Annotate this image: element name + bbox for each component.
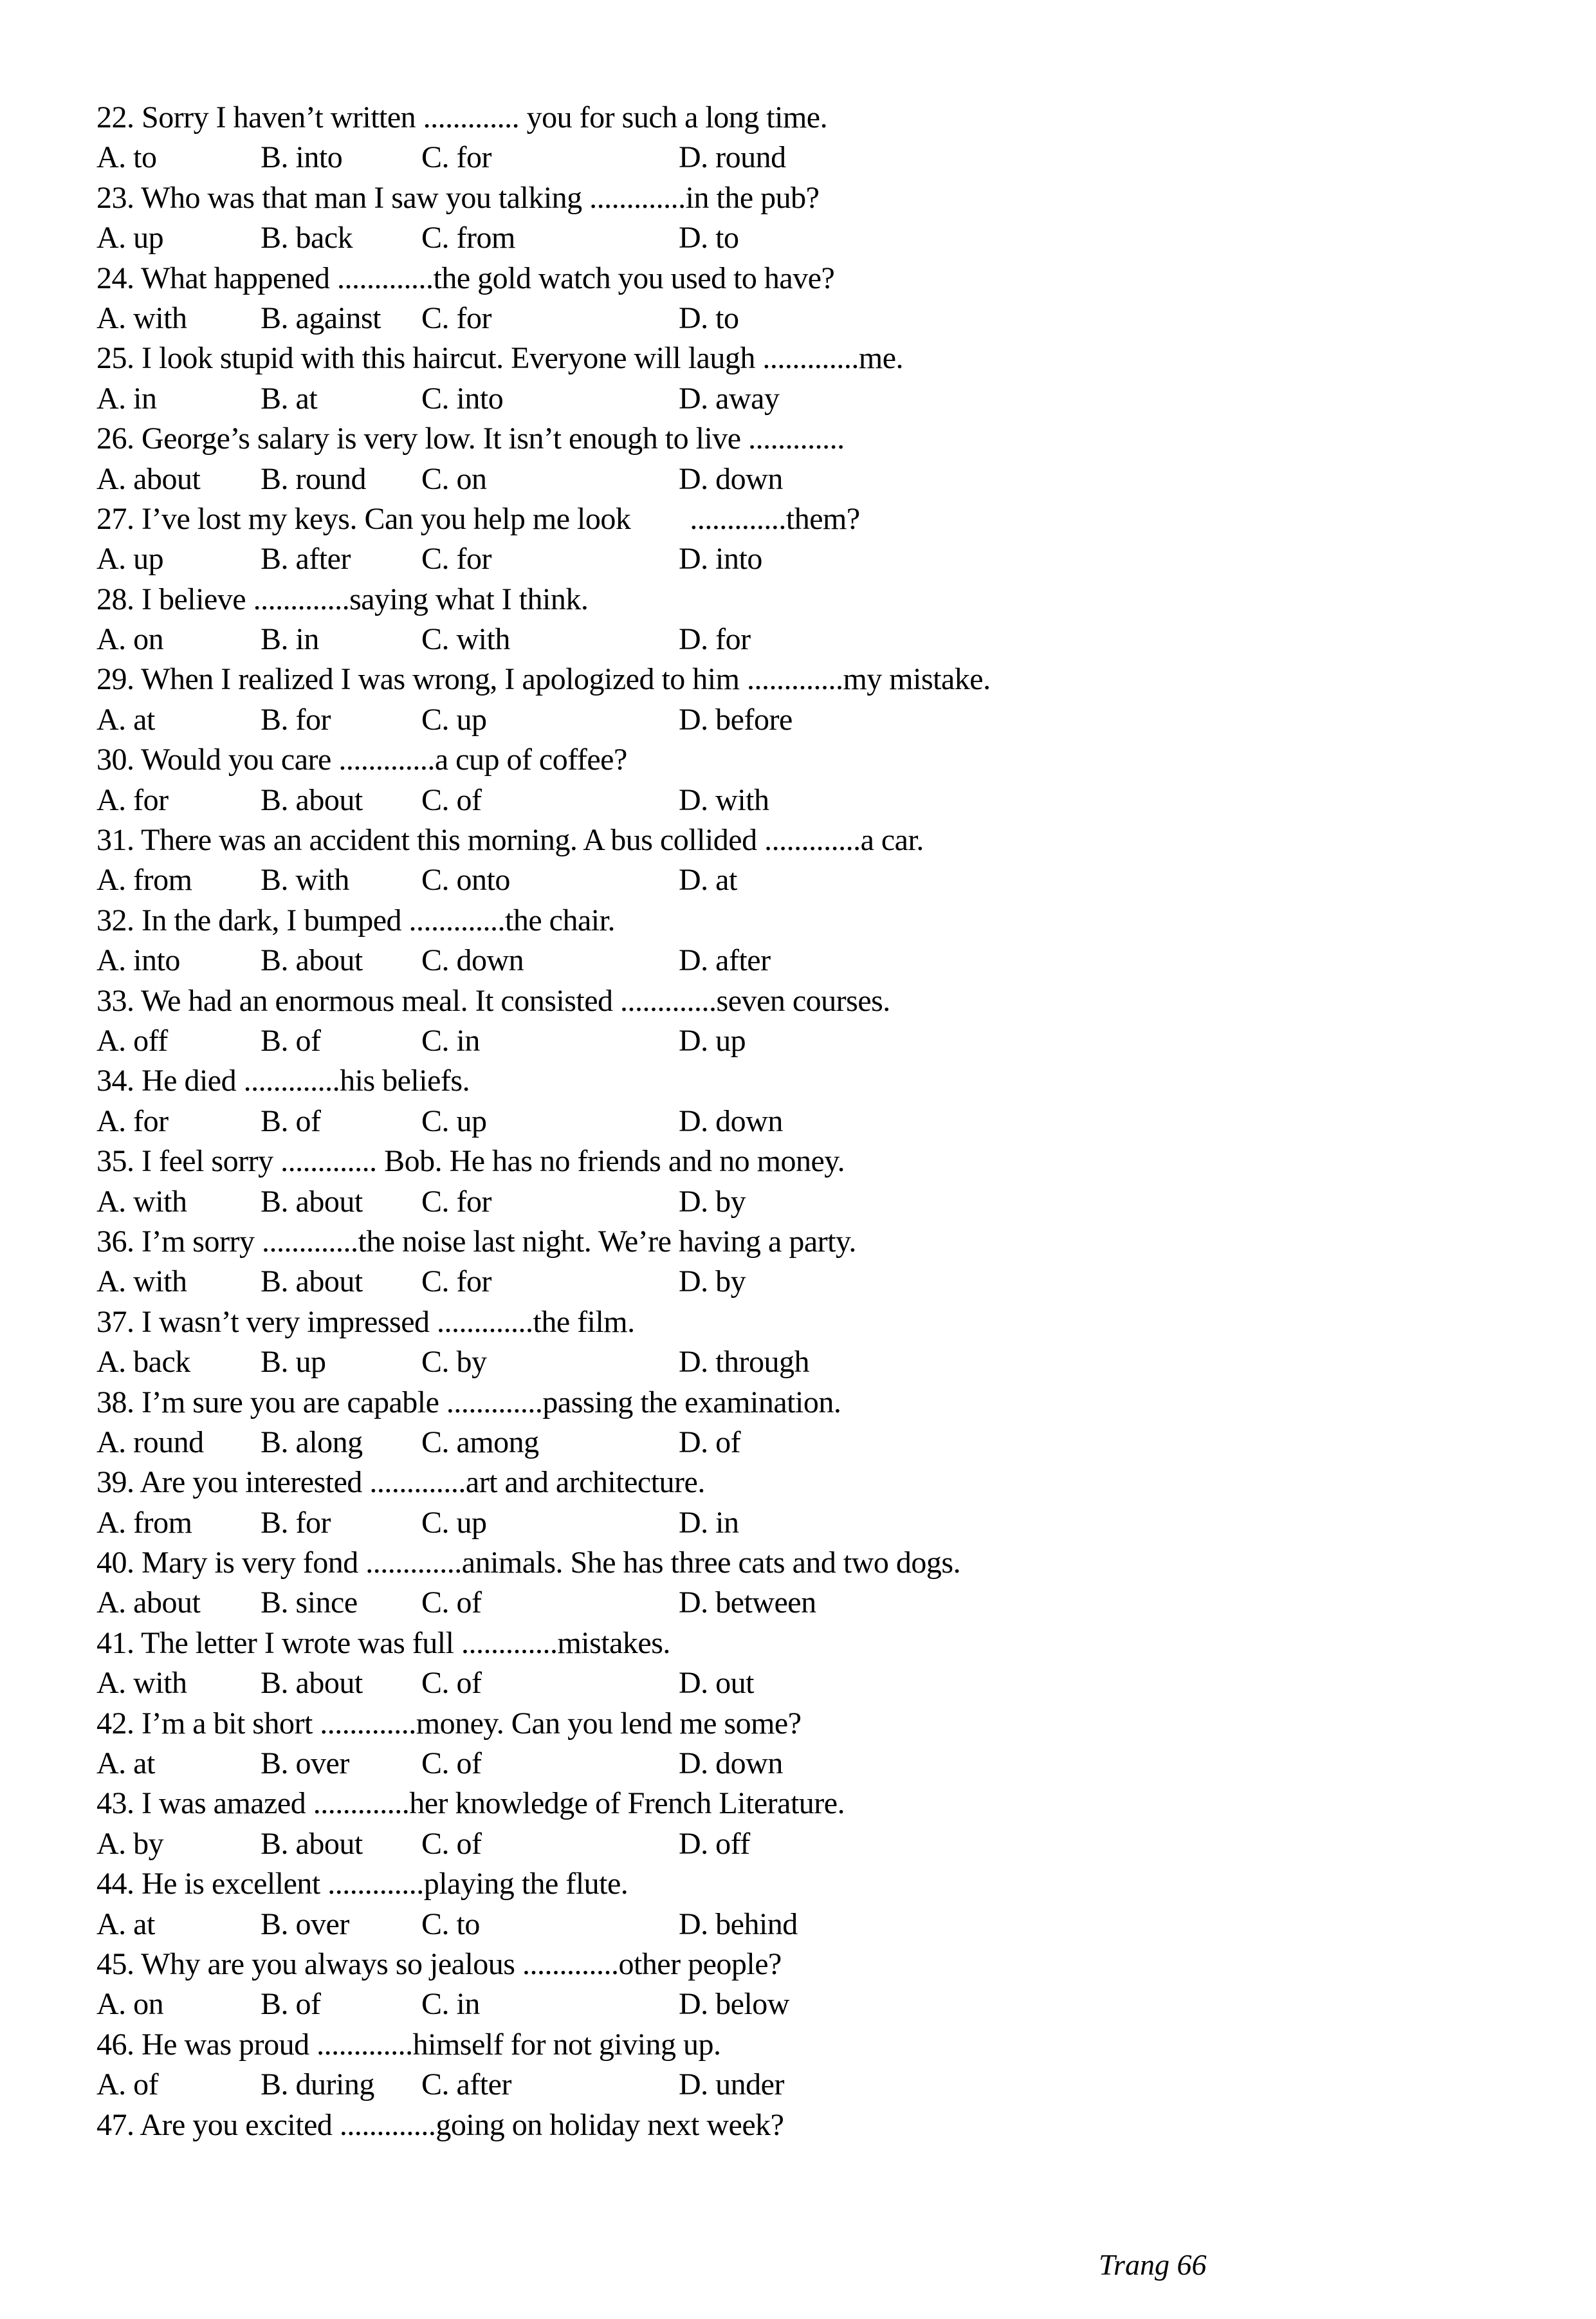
option-d: D. through [679,1345,809,1380]
option-b: B. about [261,1264,363,1299]
option-d: D. to [679,221,739,255]
option-a: A. with [96,1184,187,1219]
option-b: B. over [261,1907,349,1941]
option-a: A. in [96,381,157,416]
option-d: D. round [679,140,786,175]
option-a: A. on [96,1987,164,2022]
option-c: C. up [421,702,487,737]
option-a: A. to [96,140,157,175]
question-block [96,1704,1518,1784]
option-d: D. before [679,702,793,737]
answer-options-row [96,1021,1518,1061]
question-block [96,1383,1518,1463]
option-a: A. up [96,221,164,255]
answer-options-row [96,1102,1518,1141]
question-text: 22. Sorry I haven’t written ............. you for such a long time. [96,100,828,134]
question-text: 32. In the dark, I bumped .............the chair. [96,903,615,938]
question-text: 42. I’m a bit short .............money. Can you lend me some? [96,1706,802,1741]
answer-options-row [96,299,1518,338]
option-a: A. with [96,1666,187,1701]
question-text: 44. He is excellent .............playing the flute. [96,1867,628,1901]
option-c: C. up [421,1104,487,1138]
question-text: 30. Would you care .............a cup of coffee? [96,743,627,777]
option-d: D. down [679,1746,783,1781]
question-text: 43. I was amazed .............her knowledge of French Literature. [96,1786,845,1821]
option-c: C. onto [421,863,510,898]
answer-options-row [96,379,1518,419]
question-text: 39. Are you interested .............art and architecture. [96,1465,705,1500]
page-footer [1069,2211,1206,2319]
question-block [96,499,1518,580]
option-a: A. up [96,542,164,577]
option-b: B. of [261,1987,321,2022]
answer-options-row [96,860,1518,900]
question-text: 23. Who was that man I saw you talking .............in the pub? [96,180,820,215]
option-c: C. among [421,1425,539,1459]
option-c: C. with [421,622,510,657]
question-text: 37. I wasn’t very impressed .............the film. [96,1304,635,1339]
question-block [96,660,1518,740]
option-c: C. of [421,1666,482,1701]
option-b: B. about [261,943,363,978]
option-b: B. at [261,381,318,416]
option-c: C. of [421,1585,482,1620]
question-text: 34. He died .............his beliefs. [96,1064,470,1098]
option-b: B. back [261,221,353,255]
option-c: C. down [421,943,524,978]
option-b: B. about [261,1826,363,1861]
option-a: A. into [96,943,180,978]
question-block [96,1864,1518,1945]
option-d: D. with [679,782,769,817]
option-b: B. about [261,782,363,817]
question-block [96,740,1518,820]
answer-options-row [96,1905,1518,1945]
option-c: C. for [421,1264,491,1299]
option-d: D. out [679,1666,754,1701]
answer-options-row [96,1663,1518,1703]
option-a: A. of [96,2067,159,2102]
question-block [96,1222,1518,1302]
question-block [96,981,1518,1062]
answer-options-row [96,2065,1518,2105]
answer-options-row [96,781,1518,820]
answer-options-row [96,218,1518,258]
option-a: A. at [96,1907,155,1941]
question-block [96,1302,1518,1383]
option-d: D. to [679,300,739,335]
option-d: D. off [679,1826,750,1861]
option-b: B. round [261,461,366,496]
answer-options-row [96,1583,1518,1623]
question-block [96,1061,1518,1141]
question-block [96,178,1518,259]
option-b: B. during [261,2067,374,2102]
option-b: B. for [261,702,331,737]
answer-options-row [96,459,1518,499]
option-d: D. below [679,1987,789,2022]
question-block [96,580,1518,660]
question-block [96,820,1518,901]
option-d: D. up [679,1023,746,1058]
option-a: A. at [96,1746,155,1781]
option-c: C. of [421,1746,482,1781]
option-c: C. in [421,1987,480,2022]
question-block [96,1784,1518,1864]
option-b: B. against [261,300,381,335]
option-d: D. down [679,461,783,496]
question-block [96,2105,1518,2145]
option-a: A. at [96,702,155,737]
option-c: C. on [421,461,487,496]
question-block [96,98,1518,178]
option-c: C. into [421,381,504,416]
option-c: C. up [421,1505,487,1540]
option-d: D. by [679,1264,746,1299]
question-text: 28. I believe .............saying what I think. [96,582,589,616]
answer-options-row [96,1342,1518,1382]
page-number-label: Trang 66 [1099,2248,1207,2281]
option-a: A. round [96,1425,204,1459]
option-b: B. for [261,1505,331,1540]
question-text: 38. I’m sure you are capable .............passing the examination. [96,1385,841,1419]
option-a: A. from [96,1505,192,1540]
answer-options-row [96,1262,1518,1302]
answer-options-row [96,1984,1518,2024]
option-a: A. for [96,1104,169,1138]
question-text: 45. Why are you always so jealous .............other people? [96,1946,782,1981]
option-b: B. after [261,542,351,577]
option-a: A. about [96,461,201,496]
option-c: C. of [421,782,482,817]
answer-options-row [96,138,1518,178]
option-a: A. for [96,782,169,817]
question-text: 46. He was proud .............himself for not giving up. [96,2027,721,2062]
answer-options-row [96,1423,1518,1463]
option-c: C. for [421,1184,491,1219]
option-c: C. for [421,140,491,175]
option-a: A. on [96,622,164,657]
option-b: B. over [261,1746,349,1781]
option-d: D. after [679,943,771,978]
question-text: 29. When I realized I was wrong, I apologized to him .............my mistake. [96,662,991,697]
answer-options-row [96,1503,1518,1543]
question-block [96,2025,1518,2105]
option-d: D. of [679,1425,741,1459]
option-c: C. for [421,300,491,335]
option-b: B. into [261,140,343,175]
option-c: C. of [421,1826,482,1861]
question-block [96,1543,1518,1623]
option-b: B. since [261,1585,358,1620]
option-a: A. from [96,863,192,898]
answer-options-row [96,1744,1518,1784]
option-b: B. about [261,1184,363,1219]
answer-options-row [96,1182,1518,1222]
question-block [96,419,1518,499]
option-d: D. between [679,1585,816,1620]
option-d: D. behind [679,1907,798,1941]
question-block [96,338,1518,419]
question-block [96,259,1518,339]
option-c: C. in [421,1023,480,1058]
answer-options-row [96,620,1518,660]
option-d: D. at [679,863,737,898]
question-text: 36. I’m sorry .............the noise last night. We’re having a party. [96,1224,856,1259]
option-b: B. up [261,1345,326,1380]
option-d: D. away [679,381,780,416]
option-d: D. by [679,1184,746,1219]
question-list [96,98,1518,2145]
option-a: A. with [96,300,187,335]
option-a: A. about [96,1585,201,1620]
option-a: A. back [96,1345,190,1380]
option-c: C. for [421,542,491,577]
question-block [96,1945,1518,2025]
answer-options-row [96,700,1518,740]
question-block [96,901,1518,981]
question-text: 33. We had an enormous meal. It consisted .............seven courses. [96,983,890,1018]
option-a: A. with [96,1264,187,1299]
question-block [96,1141,1518,1222]
option-c: C. after [421,2067,511,2102]
option-d: D. down [679,1104,783,1138]
option-d: D. under [679,2067,784,2102]
question-text: 41. The letter I wrote was full .............mistakes. [96,1625,670,1660]
option-a: A. off [96,1023,168,1058]
option-b: B. with [261,863,349,898]
question-text: 24. What happened .............the gold watch you used to have? [96,261,835,295]
question-text: 31. There was an accident this morning. A bus collided .............a car. [96,823,924,858]
option-d: D. for [679,622,751,657]
question-text: 47. Are you excited .............going on holiday next week? [96,2107,784,2142]
option-b: B. of [261,1104,321,1138]
question-block [96,1463,1518,1543]
option-b: B. about [261,1666,363,1701]
option-b: B. of [261,1023,321,1058]
option-c: C. to [421,1907,480,1941]
question-block [96,1623,1518,1704]
question-text: 27. I’ve lost my keys. Can you help me look .............them? [96,501,860,536]
question-text: 25. I look stupid with this haircut. Everyone will laugh .............me. [96,341,903,376]
option-d: D. in [679,1505,739,1540]
question-text: 26. George’s salary is very low. It isn’t enough to live ............. [96,421,845,456]
question-text: 35. I feel sorry ............. Bob. He has no friends and no money. [96,1144,845,1179]
option-c: C. from [421,221,515,255]
option-b: B. along [261,1425,363,1459]
option-a: A. by [96,1826,164,1861]
option-d: D. into [679,542,762,577]
answer-options-row [96,941,1518,981]
question-text: 40. Mary is very fond .............animals. She has three cats and two dogs. [96,1546,961,1580]
answer-options-row [96,539,1518,579]
answer-options-row [96,1824,1518,1864]
option-b: B. in [261,622,319,657]
option-c: C. by [421,1345,487,1380]
